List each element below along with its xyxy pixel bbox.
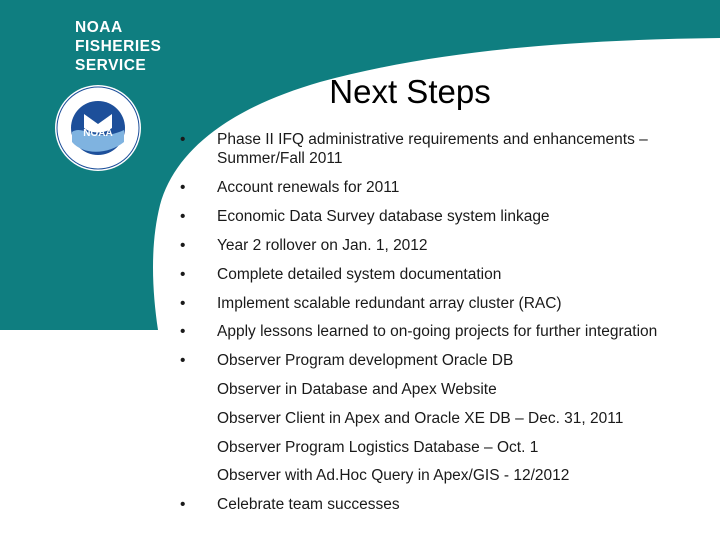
bullet-text: Observer in Database and Apex Website [217, 381, 497, 398]
bullet-text: Phase II IFQ administrative requirements and enhancements – Summer/Fall 2011 [217, 131, 648, 167]
bullet-glyph: • [180, 295, 186, 312]
bullet-glyph: • [180, 323, 186, 340]
bullet-text: Observer with Ad.Hoc Query in Apex/GIS - 12/2012 [217, 467, 570, 484]
bullet-text: Complete detailed system documentation [217, 266, 502, 283]
bullet-glyph: • [180, 179, 186, 196]
bullet-glyph: • [180, 131, 186, 148]
bullet-text: Economic Data Survey database system linkage [217, 208, 550, 225]
bullet-text: Observer Client in Apex and Oracle XE DB – Dec. 31, 2011 [217, 410, 624, 427]
bullet-text: Observer Program Logistics Database – Oct. 1 [217, 439, 539, 456]
bullet-text: Account renewals for 2011 [217, 179, 400, 196]
svg-text:NOAA: NOAA [83, 128, 113, 139]
brand-line-1: NOAA [75, 19, 123, 36]
bullet-text: Apply lessons learned to on-going projects for further integration [217, 323, 658, 340]
bullet-glyph: • [180, 352, 186, 369]
brand-line-2: FISHERIES [75, 38, 162, 55]
bullet-text: Implement scalable redundant array cluster (RAC) [217, 295, 562, 312]
bullet-text: Celebrate team successes [217, 496, 400, 513]
bullet-glyph: • [180, 208, 186, 225]
bullet-glyph: • [180, 266, 186, 283]
bullet-glyph: • [180, 496, 186, 513]
bullet-text: Observer Program development Oracle DB [217, 352, 514, 369]
bullet-glyph: • [180, 237, 186, 254]
brand-line-3: SERVICE [75, 57, 147, 74]
slide-title: Next Steps [329, 73, 491, 110]
bullet-text: Year 2 rollover on Jan. 1, 2012 [217, 237, 428, 254]
